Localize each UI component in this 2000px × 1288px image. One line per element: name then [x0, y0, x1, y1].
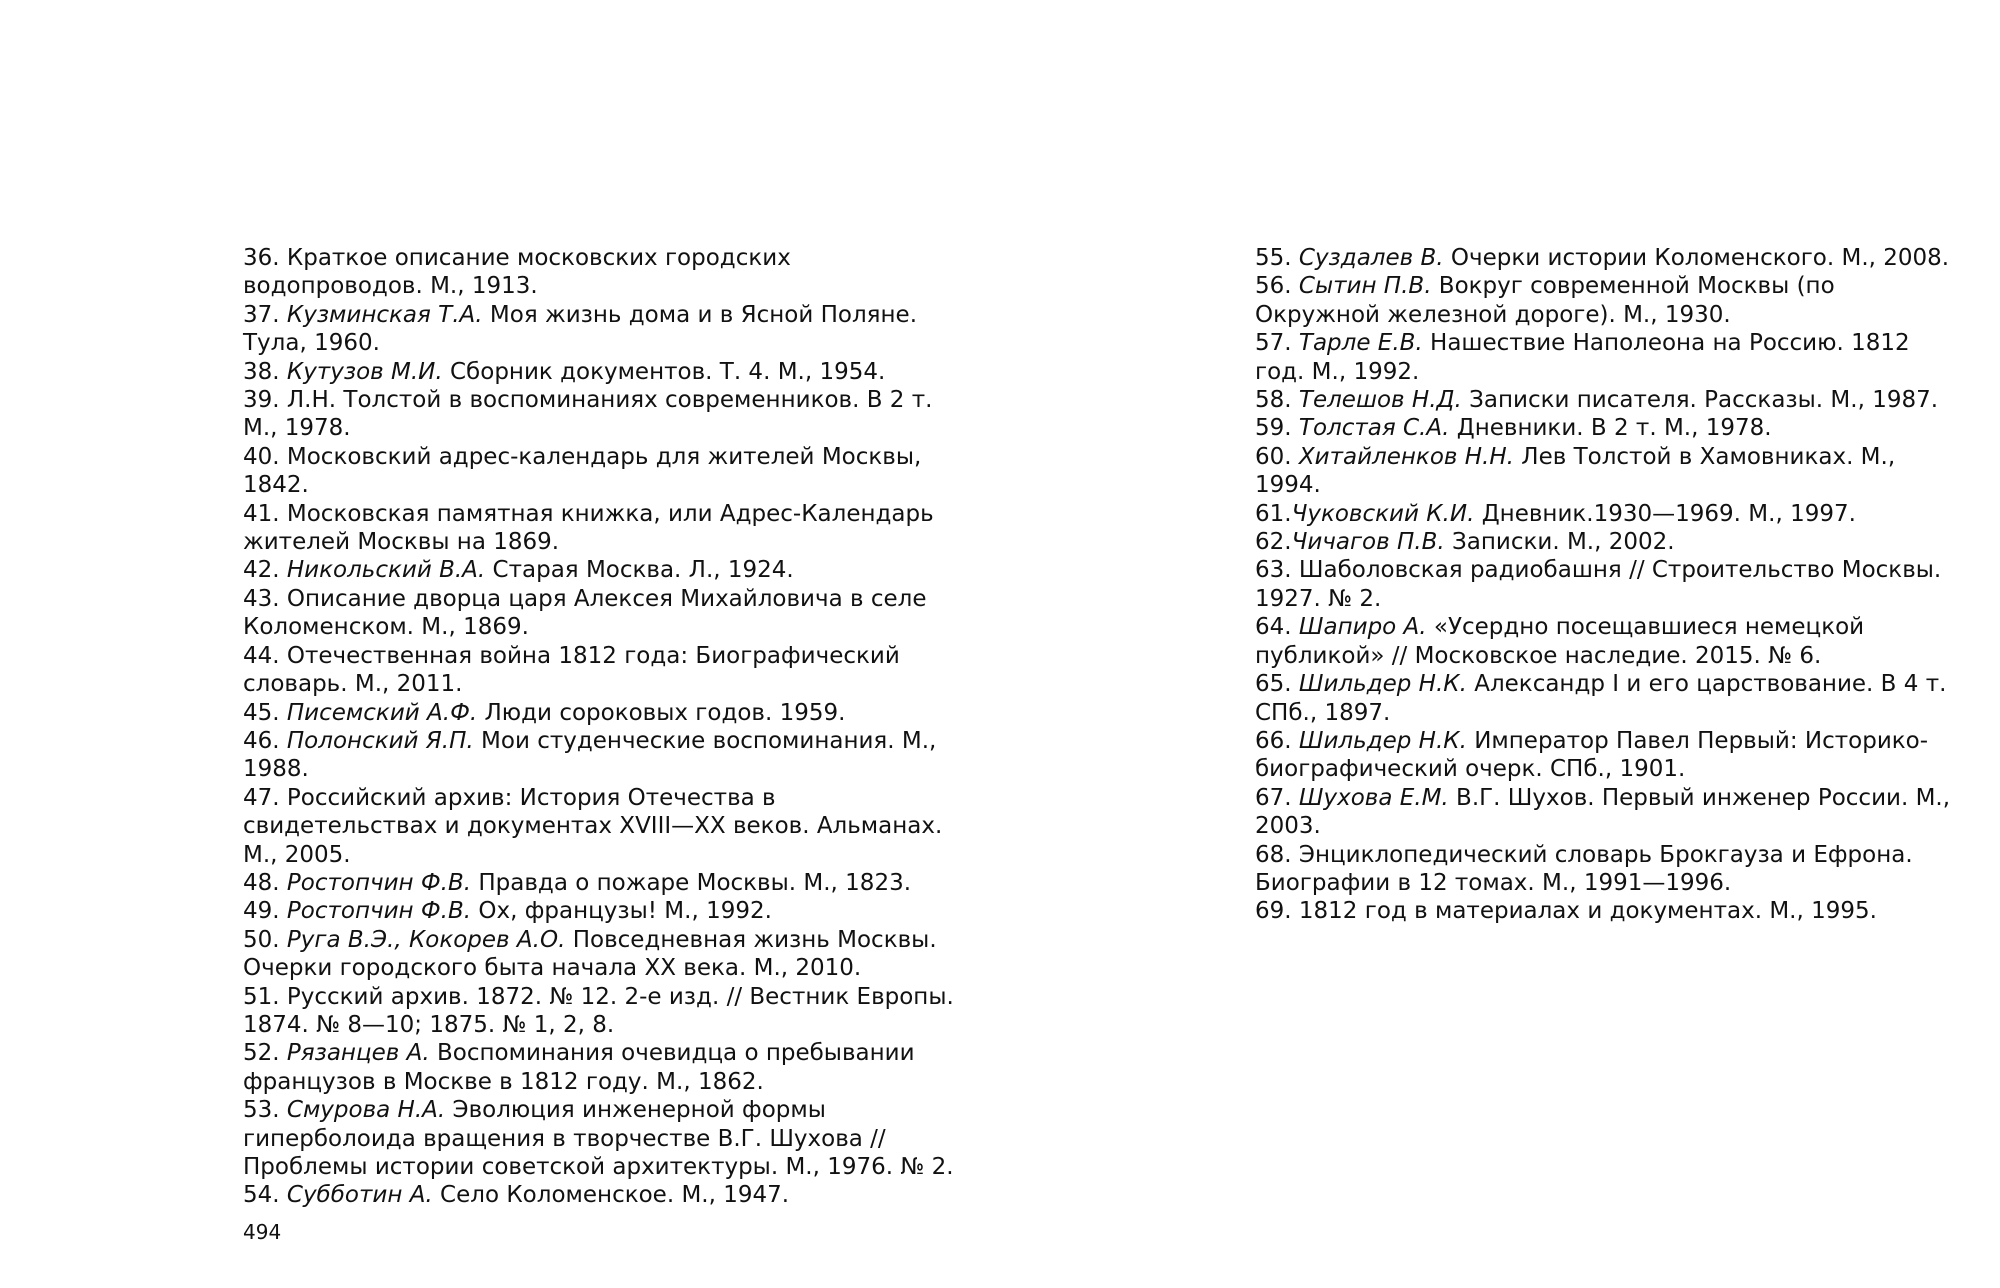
entry-text: «Усердно посещавшиеся немецкой публикой» // Московское наследие. 2015. № 6.: [1255, 614, 1865, 669]
entry-author: Шапиро А.: [1298, 614, 1427, 641]
entry-number: 36.: [243, 245, 287, 271]
entry-author: Чичагов П.В.: [1291, 529, 1445, 556]
bibliography-entry: [1255, 670, 1955, 727]
entry-author: Тарле Е.В.: [1298, 330, 1423, 357]
bibliography-entry: [243, 1039, 963, 1096]
bibliography-entry: [1255, 500, 1955, 528]
entry-author: Шильдер Н.К.: [1298, 727, 1467, 754]
entry-author: Полонский Я.П.: [286, 727, 474, 754]
bibliography-entry: [243, 244, 963, 301]
bibliography-entry: [1255, 556, 1955, 613]
entry-number: 68.: [1255, 841, 1299, 868]
entry-text: Лев Толстой в Хамовниках. М., 1994.: [1255, 443, 1896, 499]
bibliography-entry: [243, 556, 963, 584]
entry-number: 51.: [243, 983, 287, 1010]
entry-text: Шаболовская радиобашня // Строительство Москвы. 1927. № 2.: [1255, 557, 1942, 612]
entry-author: Шильдер Н.К.: [1298, 671, 1467, 698]
entry-number: 65.: [1255, 671, 1299, 698]
entry-number: 55.: [1255, 245, 1299, 271]
entry-author: Руга В.Э., Кокорев А.О.: [286, 926, 566, 953]
bibliography-entry: [243, 727, 963, 784]
bibliography-entry: [1255, 329, 1955, 386]
entry-text: Александр I и его царствование. В 4 т. СПб., 1897.: [1255, 671, 1947, 726]
bibliography-entry: [1255, 386, 1955, 414]
entry-author: Ростопчин Ф.В.: [286, 898, 472, 925]
entry-number: 57.: [1255, 330, 1299, 357]
bibliography-entry: [243, 1181, 963, 1209]
entry-number: 49.: [243, 898, 287, 925]
bibliography-entry: [1255, 528, 1955, 556]
entry-text: Записки. М., 2002.: [1444, 529, 1675, 556]
entry-text: Отечественная война 1812 года: Биографический словарь. М., 2011.: [243, 642, 900, 698]
entry-author: Писемский А.Ф.: [286, 699, 478, 726]
entry-number: 64.: [1255, 614, 1299, 641]
entry-number: 56.: [1255, 273, 1299, 300]
entry-number: 37.: [243, 301, 287, 328]
entry-text: Ох, французы! М., 1992.: [471, 898, 772, 925]
entry-author: Никольский В.А.: [286, 557, 486, 584]
entry-number: 50.: [243, 926, 287, 953]
entry-text: Дневник.1930—1969. М., 1997.: [1474, 500, 1856, 527]
entry-number: 40.: [243, 443, 287, 470]
entry-number: 48.: [243, 869, 287, 896]
bibliography-entry: [243, 358, 963, 386]
entry-author: Суздалев В.: [1298, 245, 1444, 271]
entry-author: Субботин А.: [286, 1182, 433, 1209]
entry-number: 58.: [1255, 387, 1299, 414]
entry-text: Нашествие Наполеона на Россию. 1812 год. М., 1992.: [1255, 330, 1910, 385]
entry-text: Российский архив: История Отечества в свидетельствах и документах XVIII—XX веков. Альманах. М., 2005.: [243, 784, 943, 868]
entry-text: Сборник документов. Т. 4. М., 1954.: [442, 358, 886, 385]
entry-text: Московская памятная книжка, или Адрес-Календарь жителей Москвы на 1869.: [243, 500, 934, 556]
entry-author: Толстая С.А.: [1298, 415, 1450, 442]
entry-text: Описание дворца царя Алексея Михайловича в селе Коломенском. М., 1869.: [243, 585, 927, 641]
entry-author: Кутузов М.И.: [286, 358, 443, 385]
entry-text: Очерки истории Коломенского. М., 2008.: [1443, 245, 1950, 271]
entry-number: 42.: [243, 557, 287, 584]
bibliography-entry: [1255, 244, 1955, 272]
entry-author: Чуковский К.И.: [1291, 500, 1475, 527]
entry-number: 39.: [243, 387, 287, 414]
entry-author: Ростопчин Ф.В.: [286, 869, 472, 896]
entry-number: 69.: [1255, 898, 1299, 925]
entry-number: 62.: [1255, 529, 1292, 556]
bibliography-entry: [1255, 841, 1955, 898]
entry-text: Мои студенческие воспоминания. М., 1988.: [243, 727, 937, 783]
entry-number: 60.: [1255, 443, 1299, 470]
entry-text: Московский адрес-календарь для жителей Москвы, 1842.: [243, 443, 922, 499]
entry-number: 67.: [1255, 784, 1299, 811]
entry-text: 1812 год в материалах и документах. М., 1995.: [1298, 898, 1877, 925]
entry-number: 59.: [1255, 415, 1299, 442]
entry-author: Шухова Е.М.: [1298, 784, 1449, 811]
bibliography-entry: [243, 983, 963, 1040]
bibliography-entry: [243, 386, 963, 443]
entry-number: 53.: [243, 1097, 287, 1124]
entry-text: Моя жизнь дома и в Ясной Поляне. Тула, 1960.: [243, 301, 918, 357]
entry-author: Сытин П.В.: [1298, 273, 1432, 300]
bibliography-entry: [1255, 443, 1955, 500]
bibliography-entry: [243, 642, 963, 699]
entry-author: Телешов Н.Д.: [1298, 387, 1462, 414]
entry-number: 66.: [1255, 727, 1299, 754]
entry-number: 38.: [243, 358, 287, 385]
entry-text: Вокруг современной Москвы (по Окружной железной дороге). М., 1930.: [1255, 273, 1835, 328]
entry-number: 63.: [1255, 557, 1299, 584]
entry-number: 52.: [243, 1040, 287, 1067]
entry-text: Повседневная жизнь Москвы. Очерки городского быта начала XX века. М., 2010.: [243, 926, 937, 982]
bibliography-entry: [243, 784, 963, 869]
entry-text: Воспоминания очевидца о пребывании французов в Москве в 1812 году. М., 1862.: [243, 1040, 915, 1095]
entry-author: Рязанцев А.: [286, 1040, 430, 1067]
entry-number: 45.: [243, 699, 287, 726]
entry-number: 46.: [243, 727, 287, 754]
bibliography-entry: [243, 301, 963, 358]
entry-text: Л.Н. Толстой в воспоминаниях современников. В 2 т. М., 1978.: [243, 387, 933, 442]
bibliography-entry: [1255, 613, 1955, 670]
bibliography-entry: [243, 869, 963, 897]
entry-text: Краткое описание московских городских водопроводов. М., 1913.: [243, 245, 791, 300]
entry-text: Люди сороковых годов. 1959.: [477, 699, 846, 726]
entry-number: 41.: [243, 500, 287, 527]
bibliography-entry: [1255, 727, 1955, 784]
bibliography-right-column: [1255, 244, 1955, 926]
entry-number: 61.: [1255, 500, 1292, 527]
bibliography-entry: [243, 897, 963, 925]
entry-text: Дневники. В 2 т. М., 1978.: [1449, 415, 1772, 442]
bibliography-entry: [243, 443, 963, 500]
bibliography-entry: [243, 699, 963, 727]
bibliography-entry: [243, 926, 963, 983]
bibliography-left-column: [243, 244, 963, 1210]
entry-number: 47.: [243, 784, 287, 811]
bibliography-entry: [1255, 784, 1955, 841]
entry-author: Кузминская Т.А.: [286, 301, 483, 328]
entry-text: Записки писателя. Рассказы. М., 1987.: [1461, 387, 1939, 414]
entry-text: Эволюция инженерной формы гиперболоида вращения в творчестве В.Г. Шухова // Проблемы истории советской архитектуры. М., 1976. № 2.: [243, 1097, 954, 1180]
bibliography-entry: [243, 500, 963, 557]
entry-number: 43.: [243, 585, 287, 612]
entry-text: Император Павел Первый: Историко-биографический очерк. СПб., 1901.: [1255, 727, 1929, 783]
bibliography-entry: [1255, 897, 1955, 925]
bibliography-entry: [243, 1096, 963, 1181]
bibliography-entry: [1255, 272, 1955, 329]
entry-text: Энциклопедический словарь Брокгауза и Ефрона. Биографии в 12 томах. М., 1991—1996.: [1255, 841, 1913, 896]
entry-text: Село Коломенское. М., 1947.: [432, 1182, 790, 1209]
entry-author: Смурова Н.А.: [286, 1097, 446, 1124]
entry-text: Русский архив. 1872. № 12. 2-е изд. // Вестник Европы. 1874. № 8—10; 1875. № 1, 2, 8.: [243, 983, 954, 1038]
page-number: 494: [243, 1220, 282, 1244]
entry-number: 54.: [243, 1182, 287, 1209]
bibliography-entry: [243, 585, 963, 642]
entry-text: В.Г. Шухов. Первый инженер России. М., 2003.: [1255, 784, 1951, 840]
entry-text: Старая Москва. Л., 1924.: [485, 557, 794, 584]
bibliography-entry: [1255, 414, 1955, 442]
entry-text: Правда о пожаре Москвы. М., 1823.: [471, 869, 912, 896]
entry-author: Хитайленков Н.Н.: [1298, 443, 1514, 470]
entry-number: 44.: [243, 642, 287, 669]
